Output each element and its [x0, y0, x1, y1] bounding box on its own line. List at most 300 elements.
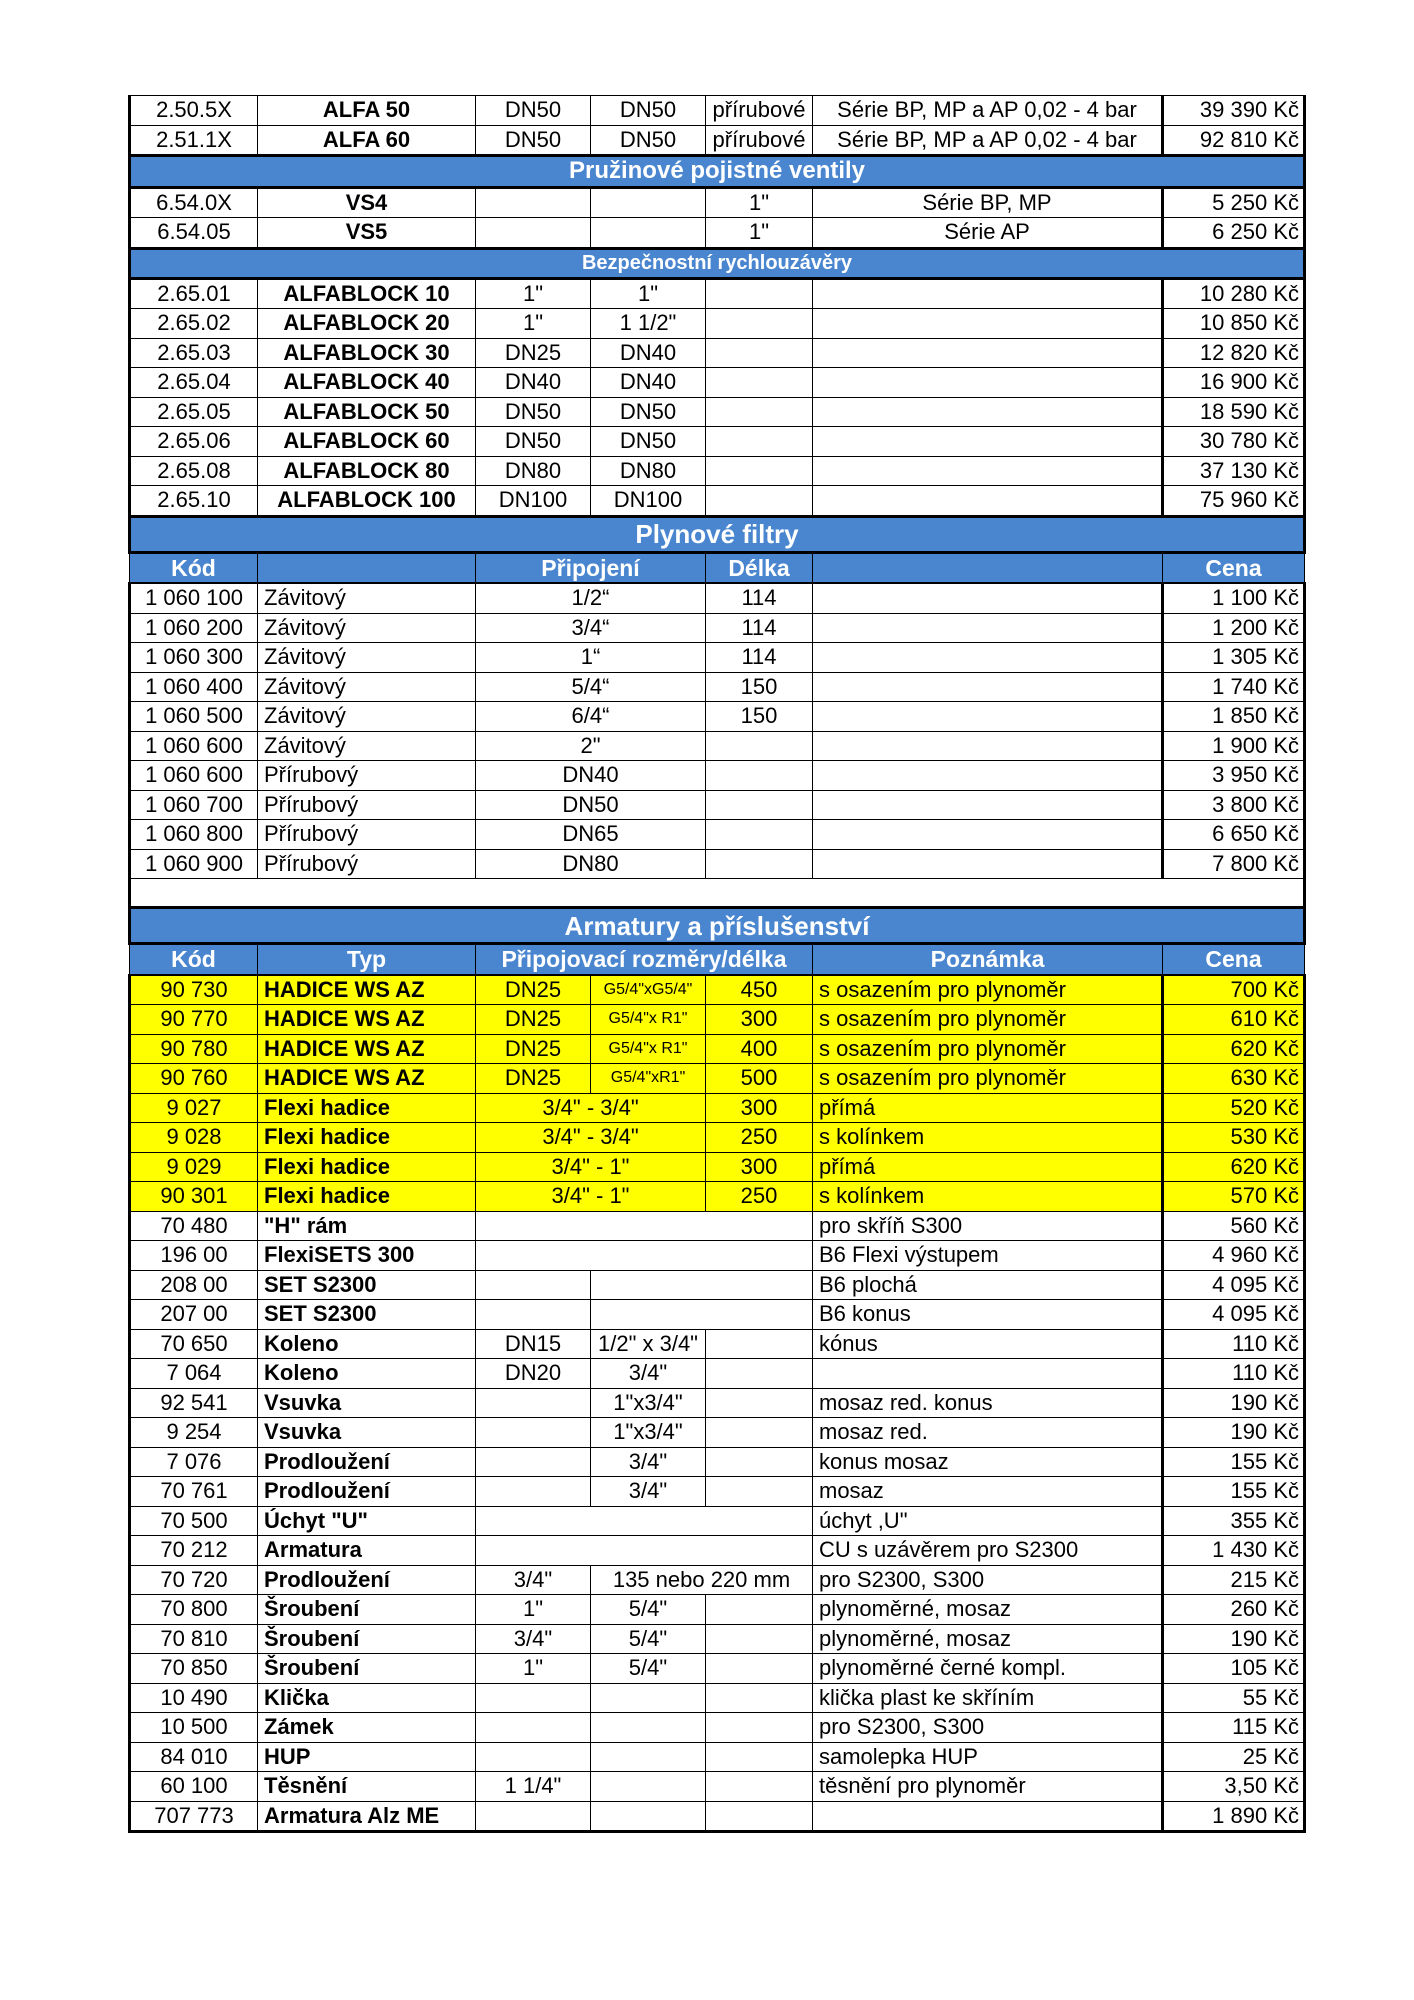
table-row: [130, 456, 1305, 486]
table-row: [130, 1152, 1305, 1182]
connection-cell: 6/4“: [476, 702, 706, 732]
table-row: [130, 643, 1305, 673]
note-cell: přímá: [813, 1152, 1163, 1182]
inlet-cell: [476, 187, 591, 218]
length-cell: [706, 761, 813, 791]
dimension-cell: 5/4": [591, 1595, 706, 1625]
empty-cell: [813, 702, 1163, 732]
length-cell: 500: [706, 1064, 813, 1094]
empty-cell: [476, 1241, 813, 1271]
outlet-cell: DN40: [591, 338, 706, 368]
code-cell: 70 500: [130, 1506, 258, 1536]
code-cell: 1 060 800: [130, 820, 258, 850]
empty-cell: [706, 278, 813, 309]
type-cell: Závitový: [258, 672, 476, 702]
column-headers-fittings: [130, 944, 1305, 975]
dimension-cell: 1/2" x 3/4": [591, 1329, 706, 1359]
outlet-cell: DN50: [591, 427, 706, 457]
code-cell: 6.54.0X: [130, 187, 258, 218]
name-cell: ALFABLOCK 60: [258, 427, 476, 457]
header-connection: Připojení: [476, 552, 706, 583]
note-cell: s kolínkem: [813, 1182, 1163, 1212]
note-cell: plynoměrné, mosaz: [813, 1624, 1163, 1654]
table-row: [130, 1329, 1305, 1359]
note-cell: plynoměrné, mosaz: [813, 1595, 1163, 1625]
header-type: [258, 552, 476, 583]
table-row: [130, 1005, 1305, 1035]
type-cell: Šroubení: [258, 1624, 476, 1654]
dn-cell: [476, 1742, 591, 1772]
price-cell: 30 780 Kč: [1163, 427, 1305, 457]
empty-cell: [706, 1713, 813, 1743]
price-cell: 12 820 Kč: [1163, 338, 1305, 368]
note-cell: s kolínkem: [813, 1123, 1163, 1153]
note-cell: CU s uzávěrem pro S2300: [813, 1536, 1163, 1566]
header-blank: [813, 552, 1163, 583]
type-cell: Přírubový: [258, 820, 476, 850]
code-cell: 70 761: [130, 1477, 258, 1507]
price-cell: 560 Kč: [1163, 1211, 1305, 1241]
table-row: [130, 368, 1305, 398]
column-headers-filters: [130, 552, 1305, 583]
price-cell: 630 Kč: [1163, 1064, 1305, 1094]
note-cell: Série BP, MP a AP 0,02 - 4 bar: [813, 125, 1163, 156]
dn-cell: [476, 1447, 591, 1477]
price-cell: 1 305 Kč: [1163, 643, 1305, 673]
name-cell: ALFABLOCK 10: [258, 278, 476, 309]
code-cell: 1 060 300: [130, 643, 258, 673]
type-cell: Vsuvka: [258, 1388, 476, 1418]
table-row: [130, 672, 1305, 702]
table-row: [130, 1801, 1305, 1832]
name-cell: ALFABLOCK 100: [258, 486, 476, 517]
dimension-cell: 5/4": [591, 1654, 706, 1684]
inlet-cell: [476, 218, 591, 249]
section-header-springs: [130, 156, 1305, 188]
empty-cell: [476, 1536, 813, 1566]
inlet-cell: DN100: [476, 486, 591, 517]
inlet-cell: DN25: [476, 338, 591, 368]
code-cell: 707 773: [130, 1801, 258, 1832]
type-cell: Závitový: [258, 702, 476, 732]
code-cell: 2.51.1X: [130, 125, 258, 156]
price-cell: 1 890 Kč: [1163, 1801, 1305, 1832]
connection-cell: přírubové: [706, 125, 813, 156]
code-cell: 70 810: [130, 1624, 258, 1654]
dimension-cell: 3/4": [591, 1447, 706, 1477]
code-cell: 1 060 500: [130, 702, 258, 732]
table-row: [130, 1742, 1305, 1772]
price-cell: 1 740 Kč: [1163, 672, 1305, 702]
type-cell: Prodloužení: [258, 1477, 476, 1507]
empty-cell: [706, 1388, 813, 1418]
type-cell: Prodloužení: [258, 1447, 476, 1477]
dn-cell: 1": [476, 1654, 591, 1684]
code-cell: 10 500: [130, 1713, 258, 1743]
spacer-cell: [130, 879, 1305, 908]
table-row: [130, 1270, 1305, 1300]
code-cell: 2.65.04: [130, 368, 258, 398]
price-cell: 4 095 Kč: [1163, 1300, 1305, 1330]
code-cell: 2.65.03: [130, 338, 258, 368]
code-cell: 70 850: [130, 1654, 258, 1684]
type-cell: Flexi hadice: [258, 1123, 476, 1153]
dimension-cell: 1"x3/4": [591, 1388, 706, 1418]
type-cell: Šroubení: [258, 1654, 476, 1684]
note-cell: s osazením pro plynoměr: [813, 1064, 1163, 1094]
price-cell: 520 Kč: [1163, 1093, 1305, 1123]
empty-cell: [813, 849, 1163, 879]
table-row: [130, 1211, 1305, 1241]
table-row: [130, 790, 1305, 820]
length-cell: [706, 790, 813, 820]
type-cell: Flexi hadice: [258, 1182, 476, 1212]
note-cell: mosaz: [813, 1477, 1163, 1507]
type-cell: Závitový: [258, 613, 476, 643]
dn-cell: DN15: [476, 1329, 591, 1359]
connection-cell: DN65: [476, 820, 706, 850]
price-cell: 55 Kč: [1163, 1683, 1305, 1713]
dn-cell: DN25: [476, 1005, 591, 1035]
dn-cell: 1 1/4": [476, 1772, 591, 1802]
length-cell: 450: [706, 975, 813, 1005]
type-cell: Závitový: [258, 643, 476, 673]
table-row: [130, 1565, 1305, 1595]
thread-cell: G5/4"xG5/4": [591, 975, 706, 1005]
price-cell: 3 950 Kč: [1163, 761, 1305, 791]
table-row: [130, 820, 1305, 850]
price-cell: 92 810 Kč: [1163, 125, 1305, 156]
price-cell: 18 590 Kč: [1163, 397, 1305, 427]
price-cell: 155 Kč: [1163, 1447, 1305, 1477]
table-row: [130, 309, 1305, 339]
dn-cell: DN25: [476, 975, 591, 1005]
price-cell: 4 095 Kč: [1163, 1270, 1305, 1300]
outlet-cell: [591, 187, 706, 218]
price-cell: 16 900 Kč: [1163, 368, 1305, 398]
name-cell: VS4: [258, 187, 476, 218]
section-title: Pružinové pojistné ventily: [130, 156, 1305, 188]
empty-cell: [813, 731, 1163, 761]
connection-cell: DN40: [476, 761, 706, 791]
inlet-cell: DN80: [476, 456, 591, 486]
code-cell: 90 730: [130, 975, 258, 1005]
table-row: [130, 96, 1305, 126]
note-cell: s osazením pro plynoměr: [813, 1034, 1163, 1064]
table-row: [130, 218, 1305, 249]
code-cell: 10 490: [130, 1683, 258, 1713]
code-cell: 1 060 600: [130, 761, 258, 791]
type-cell: HADICE WS AZ: [258, 1034, 476, 1064]
price-cell: 10 280 Kč: [1163, 278, 1305, 309]
note-cell: s osazením pro plynoměr: [813, 1005, 1163, 1035]
inlet-cell: DN50: [476, 125, 591, 156]
empty-cell: [706, 1742, 813, 1772]
header-length: Délka: [706, 552, 813, 583]
price-cell: 5 250 Kč: [1163, 187, 1305, 218]
table-row: [130, 1034, 1305, 1064]
empty-cell: [706, 1772, 813, 1802]
table-row: [130, 1477, 1305, 1507]
table-row: [130, 125, 1305, 156]
section-title: Bezpečnostní rychlouzávěry: [130, 248, 1305, 278]
table-row: [130, 1683, 1305, 1713]
type-cell: Vsuvka: [258, 1418, 476, 1448]
code-cell: 84 010: [130, 1742, 258, 1772]
code-cell: 2.65.06: [130, 427, 258, 457]
outlet-cell: 1 1/2": [591, 309, 706, 339]
outlet-cell: 1": [591, 278, 706, 309]
type-cell: Těsnění: [258, 1772, 476, 1802]
note-cell: kónus: [813, 1329, 1163, 1359]
price-cell: 570 Kč: [1163, 1182, 1305, 1212]
table-row: [130, 1093, 1305, 1123]
price-cell: 1 850 Kč: [1163, 702, 1305, 732]
code-cell: 1 060 200: [130, 613, 258, 643]
header-type: Typ: [258, 944, 476, 975]
header-code: Kód: [130, 944, 258, 975]
empty-cell: [706, 1329, 813, 1359]
spacer-row: [130, 879, 1305, 908]
note-cell: pro S2300, S300: [813, 1713, 1163, 1743]
type-cell: Koleno: [258, 1359, 476, 1389]
connection-cell: přírubové: [706, 96, 813, 126]
connection-cell: 1/2“: [476, 583, 706, 613]
connection-cell: 1": [706, 187, 813, 218]
note-cell: klička plast ke skříním: [813, 1683, 1163, 1713]
empty-cell: [813, 486, 1163, 517]
inlet-cell: DN50: [476, 397, 591, 427]
code-cell: 2.65.08: [130, 456, 258, 486]
price-cell: 190 Kč: [1163, 1418, 1305, 1448]
inlet-cell: DN50: [476, 427, 591, 457]
type-cell: HUP: [258, 1742, 476, 1772]
dn-cell: DN20: [476, 1359, 591, 1389]
table-row: [130, 1300, 1305, 1330]
code-cell: 2.65.10: [130, 486, 258, 517]
table-row: [130, 278, 1305, 309]
connection-cell: DN80: [476, 849, 706, 879]
table-row: [130, 702, 1305, 732]
note-cell: s osazením pro plynoměr: [813, 975, 1163, 1005]
empty-cell: [706, 456, 813, 486]
note-cell: samolepka HUP: [813, 1742, 1163, 1772]
code-cell: 90 780: [130, 1034, 258, 1064]
dimension-cell: [591, 1742, 706, 1772]
code-cell: 9 027: [130, 1093, 258, 1123]
empty-cell: [813, 613, 1163, 643]
connection-cell: 3/4" - 1": [476, 1152, 706, 1182]
price-cell: 10 850 Kč: [1163, 309, 1305, 339]
type-cell: SET S2300: [258, 1270, 476, 1300]
table-row: [130, 427, 1305, 457]
outlet-cell: DN50: [591, 96, 706, 126]
price-table: [128, 95, 1306, 1833]
code-cell: 1 060 400: [130, 672, 258, 702]
length-cell: 250: [706, 1182, 813, 1212]
type-cell: Flexi hadice: [258, 1093, 476, 1123]
length-cell: 250: [706, 1123, 813, 1153]
empty-cell: [706, 427, 813, 457]
price-cell: 7 800 Kč: [1163, 849, 1305, 879]
code-cell: 2.65.01: [130, 278, 258, 309]
type-cell: Armatura Alz ME: [258, 1801, 476, 1832]
table-row: [130, 397, 1305, 427]
note-cell: B6 Flexi výstupem: [813, 1241, 1163, 1271]
length-cell: 150: [706, 672, 813, 702]
code-cell: 9 029: [130, 1152, 258, 1182]
table-row: [130, 1241, 1305, 1271]
code-cell: 6.54.05: [130, 218, 258, 249]
type-cell: Závitový: [258, 583, 476, 613]
table-row: [130, 1713, 1305, 1743]
price-table-body: [130, 96, 1305, 1832]
dimension-cell: [591, 1801, 706, 1832]
empty-cell: [813, 820, 1163, 850]
table-row: [130, 1506, 1305, 1536]
dn-cell: DN25: [476, 1034, 591, 1064]
type-cell: Přírubový: [258, 849, 476, 879]
length-cell: 300: [706, 1005, 813, 1035]
length-cell: 114: [706, 643, 813, 673]
price-cell: 6 650 Kč: [1163, 820, 1305, 850]
table-row: [130, 761, 1305, 791]
table-row: [130, 1654, 1305, 1684]
code-cell: 9 254: [130, 1418, 258, 1448]
code-cell: 60 100: [130, 1772, 258, 1802]
dimension-cell: [591, 1683, 706, 1713]
connection-cell: 2": [476, 731, 706, 761]
table-row: [130, 1123, 1305, 1153]
connection-cell: 3/4" - 1": [476, 1182, 706, 1212]
type-cell: Šroubení: [258, 1595, 476, 1625]
dn-cell: [476, 1418, 591, 1448]
dn-cell: [476, 1388, 591, 1418]
empty-cell: [476, 1506, 813, 1536]
length-cell: [706, 849, 813, 879]
code-cell: 70 800: [130, 1595, 258, 1625]
dimension-cell: 3/4": [591, 1477, 706, 1507]
note-cell: pro S2300, S300: [813, 1565, 1163, 1595]
name-cell: ALFABLOCK 20: [258, 309, 476, 339]
price-cell: 260 Kč: [1163, 1595, 1305, 1625]
table-row: [130, 1418, 1305, 1448]
note-cell: těsnění pro plynoměr: [813, 1772, 1163, 1802]
empty-cell: [813, 278, 1163, 309]
empty-cell: [706, 1624, 813, 1654]
length-cell: 114: [706, 583, 813, 613]
empty-cell: [706, 1418, 813, 1448]
price-cell: 75 960 Kč: [1163, 486, 1305, 517]
dn-cell: 3/4": [476, 1624, 591, 1654]
name-cell: VS5: [258, 218, 476, 249]
empty-cell: [706, 309, 813, 339]
name-cell: ALFABLOCK 50: [258, 397, 476, 427]
dimension-cell: 5/4": [591, 1624, 706, 1654]
length-cell: 300: [706, 1093, 813, 1123]
price-cell: 37 130 Kč: [1163, 456, 1305, 486]
price-cell: 700 Kč: [1163, 975, 1305, 1005]
name-cell: ALFABLOCK 30: [258, 338, 476, 368]
price-cell: 4 960 Kč: [1163, 1241, 1305, 1271]
code-cell: 90 760: [130, 1064, 258, 1094]
section-header-fittings: [130, 908, 1305, 944]
inlet-cell: DN40: [476, 368, 591, 398]
type-cell: "H" rám: [258, 1211, 476, 1241]
empty-cell: [591, 1270, 813, 1300]
table-row: [130, 1536, 1305, 1566]
table-row: [130, 1064, 1305, 1094]
section-title: Armatury a příslušenství: [130, 908, 1305, 944]
note-cell: Série BP, MP a AP 0,02 - 4 bar: [813, 96, 1163, 126]
note-cell: pro skříň S300: [813, 1211, 1163, 1241]
dimension-cell: 135 nebo 220 mm: [591, 1565, 813, 1595]
code-cell: 7 076: [130, 1447, 258, 1477]
empty-cell: [706, 486, 813, 517]
type-cell: Úchyt "U": [258, 1506, 476, 1536]
table-row: [130, 849, 1305, 879]
empty-cell: [706, 1595, 813, 1625]
name-cell: ALFA 60: [258, 125, 476, 156]
length-cell: 114: [706, 613, 813, 643]
header-code: Kód: [130, 552, 258, 583]
price-cell: 3,50 Kč: [1163, 1772, 1305, 1802]
outlet-cell: DN50: [591, 397, 706, 427]
price-cell: 1 430 Kč: [1163, 1536, 1305, 1566]
price-cell: 110 Kč: [1163, 1359, 1305, 1389]
price-cell: 155 Kč: [1163, 1477, 1305, 1507]
dn-cell: [476, 1801, 591, 1832]
header-price: Cena: [1163, 552, 1305, 583]
note-cell: Série AP: [813, 218, 1163, 249]
code-cell: 196 00: [130, 1241, 258, 1271]
dimension-cell: [591, 1772, 706, 1802]
header-note: Poznámka: [813, 944, 1163, 975]
price-cell: 3 800 Kč: [1163, 790, 1305, 820]
dn-cell: 1": [476, 1595, 591, 1625]
header-price: Cena: [1163, 944, 1305, 975]
empty-cell: [813, 583, 1163, 613]
empty-cell: [813, 790, 1163, 820]
thread-cell: G5/4"x R1": [591, 1005, 706, 1035]
connection-cell: DN50: [476, 790, 706, 820]
code-cell: 208 00: [130, 1270, 258, 1300]
empty-cell: [591, 1300, 813, 1330]
empty-cell: [813, 397, 1163, 427]
type-cell: Zámek: [258, 1713, 476, 1743]
outlet-cell: [591, 218, 706, 249]
table-row: [130, 187, 1305, 218]
note-cell: B6 konus: [813, 1300, 1163, 1330]
code-cell: 9 028: [130, 1123, 258, 1153]
price-cell: 190 Kč: [1163, 1388, 1305, 1418]
outlet-cell: DN100: [591, 486, 706, 517]
table-row: [130, 1359, 1305, 1389]
type-cell: SET S2300: [258, 1300, 476, 1330]
code-cell: 2.65.02: [130, 309, 258, 339]
code-cell: 1 060 100: [130, 583, 258, 613]
note-cell: Série BP, MP: [813, 187, 1163, 218]
outlet-cell: DN40: [591, 368, 706, 398]
note-cell: plynoměrné černé kompl.: [813, 1654, 1163, 1684]
price-list-sheet: [128, 95, 1303, 1833]
dn-cell: [476, 1477, 591, 1507]
table-row: [130, 613, 1305, 643]
type-cell: Prodloužení: [258, 1565, 476, 1595]
type-cell: Flexi hadice: [258, 1152, 476, 1182]
thread-cell: G5/4"x R1": [591, 1034, 706, 1064]
empty-cell: [706, 338, 813, 368]
